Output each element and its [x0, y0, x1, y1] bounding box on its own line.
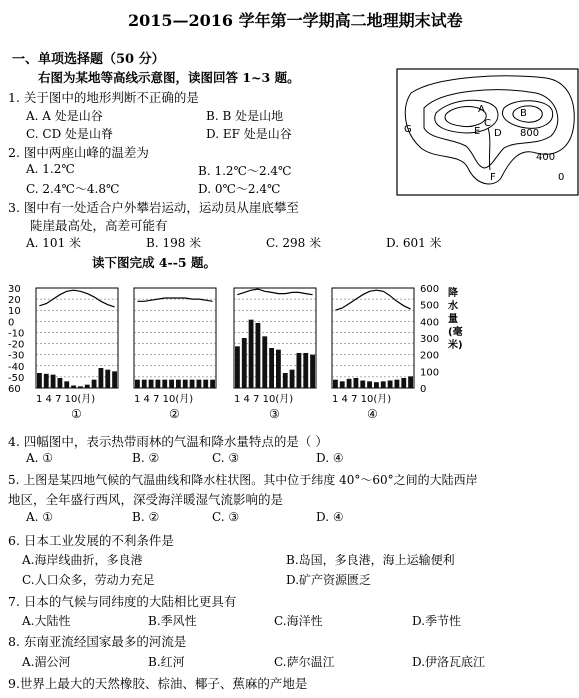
precip-bar — [290, 370, 295, 388]
question-9-stem: 9.世界上最大的天然橡胶、棕油、椰子、蕉麻的产地是 — [8, 676, 308, 691]
climate-panel-2 — [134, 288, 216, 421]
q5-option-b[interactable]: B. ② — [132, 510, 160, 524]
month-axis-label: 1 4 7 10(月) — [332, 394, 392, 405]
precip-bar — [388, 381, 393, 389]
contour-value-0: 0 — [558, 172, 565, 183]
precip-bar — [360, 381, 365, 389]
month-axis-label: 1 4 7 10(月) — [234, 394, 294, 405]
q7-option-a[interactable]: A.大陆性 — [22, 614, 71, 628]
q4-option-d[interactable]: D. ④ — [316, 451, 344, 465]
q6-option-c[interactable]: C.人口众多，劳动力充足 — [22, 573, 155, 587]
contour-map — [396, 68, 579, 196]
q1-option-d[interactable]: D. EF 处是山谷 — [206, 127, 292, 141]
temp-tick-label: 0 — [8, 317, 15, 329]
question-3-stem-cont: 陡崖最高处，高差可能有 — [30, 218, 168, 233]
label-G: G — [404, 124, 412, 135]
intro-text: 右图为某地等高线示意图，读图回答 1~3 题。 — [38, 70, 300, 85]
q6-option-b[interactable]: B.岛国，多良港，海上运输便利 — [286, 553, 455, 567]
label-F: F — [490, 172, 496, 183]
intro-text-2: 读下图完成 4--5 题。 — [92, 255, 216, 270]
temp-tick-label: 10 — [8, 306, 21, 318]
panel-frame — [332, 288, 414, 388]
temp-tick-label: -10 — [8, 328, 25, 340]
precip-bar — [142, 380, 147, 388]
month-axis-label: 1 4 7 10(月) — [36, 394, 96, 405]
contour-value-800: 800 — [520, 128, 540, 139]
precip-bar — [347, 379, 352, 388]
q6-option-d[interactable]: D.矿产资源匮乏 — [286, 573, 372, 587]
chart-number-label: ② — [169, 407, 180, 421]
precip-bar — [203, 380, 208, 388]
climate-charts — [8, 276, 468, 428]
question-2-stem: 2. 图中两座山峰的温差为 — [8, 145, 149, 160]
precip-bar — [283, 373, 288, 388]
precip-axis-title: 米) — [448, 340, 463, 351]
precip-bar — [64, 381, 69, 388]
temp-tick-label: -40 — [8, 361, 25, 373]
precip-bar — [112, 371, 117, 388]
q6-option-a[interactable]: A.海岸线曲折，多良港 — [22, 553, 143, 567]
precip-bar — [210, 380, 215, 388]
precip-axis-title: 水 — [448, 301, 458, 312]
section-heading: 一、单项选择题（50 分） — [12, 52, 165, 67]
contour-value-400: 400 — [536, 152, 556, 163]
precip-bar — [249, 320, 254, 388]
q3-option-c[interactable]: C. 298 米 — [266, 236, 322, 250]
precip-bar — [303, 353, 308, 388]
precip-bar — [156, 380, 161, 388]
q3-option-a[interactable]: A. 101 米 — [26, 236, 82, 250]
question-5-stem: 5. 上图是某四地气候的气温曲线和降水柱状图。其中位于纬度 40°～60°之间的大陆西岸 — [8, 473, 478, 487]
precip-bar — [256, 323, 261, 388]
q2-option-d[interactable]: D. 0℃～2.4℃ — [198, 182, 281, 196]
label-E: E — [474, 126, 481, 137]
q2-option-c[interactable]: C. 2.4℃～4.8℃ — [26, 182, 120, 196]
precip-axis-title: 降 — [448, 288, 458, 299]
temp-tick-label: 30 — [8, 284, 21, 295]
label-B: B — [520, 108, 527, 119]
precip-tick-label: 100 — [420, 367, 440, 379]
q5-option-a[interactable]: A. ① — [26, 510, 54, 524]
precip-tick-label: 200 — [420, 350, 440, 362]
precip-tick-label: 500 — [420, 300, 440, 312]
precip-bar — [85, 385, 90, 388]
precip-bar — [401, 378, 406, 388]
precip-bar — [310, 355, 315, 388]
precip-bar — [169, 380, 174, 388]
q7-option-d[interactable]: D.季节性 — [412, 614, 462, 628]
q4-option-b[interactable]: B. ② — [132, 451, 160, 465]
climate-panel-3 — [234, 288, 316, 421]
question-3-stem: 3. 图中有一处适合户外攀岩运动，运动员从崖底攀至 — [8, 200, 299, 215]
precip-bar — [78, 386, 83, 388]
climate-panel-4 — [332, 288, 414, 421]
question-6-stem: 6. 日本工业发展的不利条件是 — [8, 533, 174, 548]
q8-option-a[interactable]: A.湄公河 — [22, 655, 71, 669]
question-4-stem: 4. 四幅图中，表示热带雨林的气温和降水量特点的是（ ） — [8, 434, 328, 449]
precip-bar — [408, 376, 413, 388]
temp-tick-label: -20 — [8, 339, 25, 351]
q4-option-c[interactable]: C. ③ — [212, 451, 240, 465]
label-C: C — [484, 118, 491, 129]
precip-bar — [183, 380, 188, 388]
precip-bar — [235, 346, 240, 388]
q3-option-b[interactable]: B. 198 米 — [146, 236, 202, 250]
q3-option-d[interactable]: D. 601 米 — [386, 236, 442, 250]
q8-option-c[interactable]: C.萨尔温江 — [274, 655, 335, 669]
precip-bar — [149, 380, 154, 388]
precip-axis-title: 量 — [448, 314, 458, 325]
q8-option-b[interactable]: B.红河 — [148, 655, 185, 669]
temp-tick-label: -50 — [8, 372, 25, 384]
precip-bar — [51, 375, 56, 388]
chart-number-label: ④ — [367, 407, 378, 421]
precip-bar — [395, 380, 400, 388]
precip-tick-label: 300 — [420, 334, 440, 345]
q2-option-a[interactable]: A. 1.2℃ — [26, 162, 75, 176]
precip-bar — [374, 382, 379, 388]
precip-bar — [381, 381, 386, 388]
q5-option-d[interactable]: D. ④ — [316, 510, 344, 524]
precip-tick-label: 0 — [420, 384, 427, 395]
q8-option-d[interactable]: D.伊洛瓦底江 — [412, 655, 486, 669]
q4-option-a[interactable]: A. ① — [26, 451, 54, 465]
precip-bar — [276, 350, 281, 388]
temp-tick-label: 60 — [8, 384, 21, 395]
precip-bar — [99, 368, 104, 388]
precip-bar — [367, 381, 372, 388]
precip-bar — [135, 380, 140, 388]
precip-bar — [105, 370, 110, 388]
q5-option-c[interactable]: C. ③ — [212, 510, 240, 524]
q1-option-b[interactable]: B. B 处是山地 — [206, 109, 284, 123]
question-5-stem-cont: 地区，全年盛行西风，深受海洋暖湿气流影响的是 — [8, 492, 284, 507]
question-1-stem: 1. 关于图中的地形判断不正确的是 — [8, 90, 199, 105]
q1-option-a[interactable]: A. A 处是山谷 — [26, 109, 103, 123]
precip-bar — [58, 378, 63, 388]
climate-panel-1 — [36, 288, 118, 421]
page-title: 2015—2016 学年第一学期高二地理期末试卷 — [128, 11, 463, 30]
precip-bar — [71, 386, 76, 389]
precip-tick-label: 400 — [420, 317, 440, 329]
chart-number-label: ③ — [269, 407, 280, 421]
precip-bar — [190, 380, 195, 388]
precip-bar — [176, 380, 181, 388]
temp-tick-label: 20 — [8, 295, 21, 307]
q7-option-b[interactable]: B.季风性 — [148, 614, 197, 628]
precip-tick-label: 600 — [420, 284, 440, 295]
month-axis-label: 1 4 7 10(月) — [134, 394, 194, 405]
q1-option-c[interactable]: C. CD 处是山脊 — [26, 127, 114, 141]
precip-bar — [197, 380, 202, 388]
temp-tick-label: -30 — [8, 350, 25, 362]
chart-number-label: ① — [71, 407, 82, 421]
precip-bar — [242, 338, 247, 388]
question-8-stem: 8. 东南亚流经国家最多的河流是 — [8, 634, 187, 649]
precip-bar — [162, 380, 167, 388]
precip-bar — [44, 374, 49, 388]
label-A: A — [478, 104, 485, 115]
precip-bar — [269, 348, 274, 388]
precip-bar — [297, 353, 302, 388]
panel-frame — [134, 288, 216, 388]
precip-bar — [340, 381, 345, 388]
precip-bar — [92, 380, 97, 388]
precip-bar — [354, 378, 359, 388]
precip-axis-title: (毫 — [448, 327, 463, 338]
precip-bar — [37, 373, 42, 388]
label-D: D — [494, 128, 502, 139]
q2-option-b[interactable]: B. 1.2℃～2.4℃ — [198, 164, 292, 178]
question-7-stem: 7. 日本的气候与同纬度的大陆相比更具有 — [8, 594, 237, 609]
q7-option-c[interactable]: C.海洋性 — [274, 614, 323, 628]
precip-bar — [262, 336, 267, 388]
precip-bar — [333, 380, 338, 388]
